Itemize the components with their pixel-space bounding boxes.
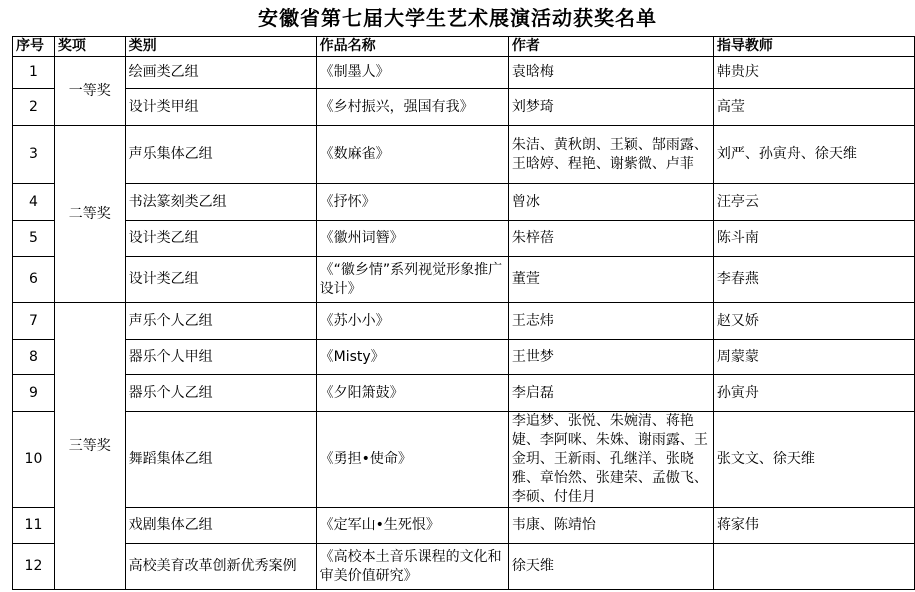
seq-cell: 2 <box>13 89 55 126</box>
work-cell: 《定军山•生死恨》 <box>316 508 508 544</box>
teacher-cell: 韩贵庆 <box>713 57 914 89</box>
table-row <box>13 57 915 89</box>
table-row <box>13 221 915 257</box>
work-cell: 《制墨人》 <box>316 57 508 89</box>
table-row <box>13 508 915 544</box>
work-cell: 《Misty》 <box>316 340 508 375</box>
table-header-row <box>13 37 915 57</box>
seq-cell: 5 <box>13 221 55 257</box>
award-third: 三等奖 <box>54 303 125 590</box>
author-cell: 李追梦、张悦、朱婉清、蒋艳婕、李阿咪、朱姝、谢雨露、王金玥、王新雨、孔继洋、张晓雅、章怡然、张建荣、孟傲飞、李硕、付佳月 <box>508 412 713 508</box>
author-cell: 曾冰 <box>508 184 713 221</box>
seq-cell: 7 <box>13 303 55 340</box>
seq-cell: 9 <box>13 375 55 412</box>
author-cell: 王志炜 <box>508 303 713 340</box>
teacher-cell: 张文文、徐天维 <box>713 412 914 508</box>
category-cell: 绘画类乙组 <box>125 57 316 89</box>
teacher-cell: 蒋家伟 <box>713 508 914 544</box>
category-cell: 舞蹈集体乙组 <box>125 412 316 508</box>
teacher-cell: 高莹 <box>713 89 914 126</box>
table-row <box>13 89 915 126</box>
category-cell: 设计类乙组 <box>125 221 316 257</box>
header-category: 类别 <box>125 37 316 57</box>
teacher-cell: 汪亭云 <box>713 184 914 221</box>
header-award: 奖项 <box>54 37 125 57</box>
category-cell: 器乐个人乙组 <box>125 375 316 412</box>
table-row <box>13 340 915 375</box>
work-cell: 《夕阳箫鼓》 <box>316 375 508 412</box>
teacher-cell: 陈斗南 <box>713 221 914 257</box>
author-cell: 徐天维 <box>508 544 713 590</box>
table-row <box>13 375 915 412</box>
header-work: 作品名称 <box>316 37 508 57</box>
category-cell: 设计类甲组 <box>125 89 316 126</box>
seq-cell: 3 <box>13 126 55 184</box>
teacher-cell: 李春燕 <box>713 257 914 303</box>
work-cell: 《高校本土音乐课程的文化和审美价值研究》 <box>316 544 508 590</box>
table-row <box>13 257 915 303</box>
category-cell: 器乐个人甲组 <box>125 340 316 375</box>
category-cell: 书法篆刻类乙组 <box>125 184 316 221</box>
teacher-cell <box>713 544 914 590</box>
author-cell: 韦康、陈靖怡 <box>508 508 713 544</box>
header-seq: 序号 <box>13 37 55 57</box>
work-cell: 《“徽乡情”系列视觉形象推广设计》 <box>316 257 508 303</box>
table-row <box>13 412 915 508</box>
seq-cell: 11 <box>13 508 55 544</box>
page-title: 安徽省第七届大学生艺术展演活动获奖名单 <box>258 6 657 30</box>
author-cell: 董萱 <box>508 257 713 303</box>
author-cell: 王世梦 <box>508 340 713 375</box>
teacher-cell: 刘严、孙寅舟、徐天维 <box>713 126 914 184</box>
category-cell: 声乐集体乙组 <box>125 126 316 184</box>
category-cell: 戏剧集体乙组 <box>125 508 316 544</box>
award-table <box>12 36 915 590</box>
header-author: 作者 <box>508 37 713 57</box>
seq-cell: 6 <box>13 257 55 303</box>
award-first: 一等奖 <box>54 57 125 126</box>
seq-cell: 1 <box>13 57 55 89</box>
award-second: 二等奖 <box>54 126 125 303</box>
work-cell: 《抒怀》 <box>316 184 508 221</box>
work-cell: 《乡村振兴，强国有我》 <box>316 89 508 126</box>
category-cell: 设计类乙组 <box>125 257 316 303</box>
category-cell: 声乐个人乙组 <box>125 303 316 340</box>
table-row <box>13 126 915 184</box>
header-teacher: 指导教师 <box>713 37 914 57</box>
author-cell: 朱洁、黄秋朗、王颖、郜雨露、王晗婷、程艳、谢紫微、卢菲 <box>508 126 713 184</box>
table-row <box>13 184 915 221</box>
teacher-cell: 周蒙蒙 <box>713 340 914 375</box>
work-cell: 《数麻雀》 <box>316 126 508 184</box>
author-cell: 朱梓蓓 <box>508 221 713 257</box>
author-cell: 刘梦琦 <box>508 89 713 126</box>
seq-cell: 8 <box>13 340 55 375</box>
category-cell: 高校美育改革创新优秀案例 <box>125 544 316 590</box>
author-cell: 李启磊 <box>508 375 713 412</box>
work-cell: 《徽州词簪》 <box>316 221 508 257</box>
table-row <box>13 544 915 590</box>
teacher-cell: 赵又娇 <box>713 303 914 340</box>
work-cell: 《苏小小》 <box>316 303 508 340</box>
seq-cell: 10 <box>13 412 55 508</box>
seq-cell: 4 <box>13 184 55 221</box>
author-cell: 袁晗梅 <box>508 57 713 89</box>
teacher-cell: 孙寅舟 <box>713 375 914 412</box>
table-row <box>13 303 915 340</box>
seq-cell: 12 <box>13 544 55 590</box>
work-cell: 《勇担•使命》 <box>316 412 508 508</box>
